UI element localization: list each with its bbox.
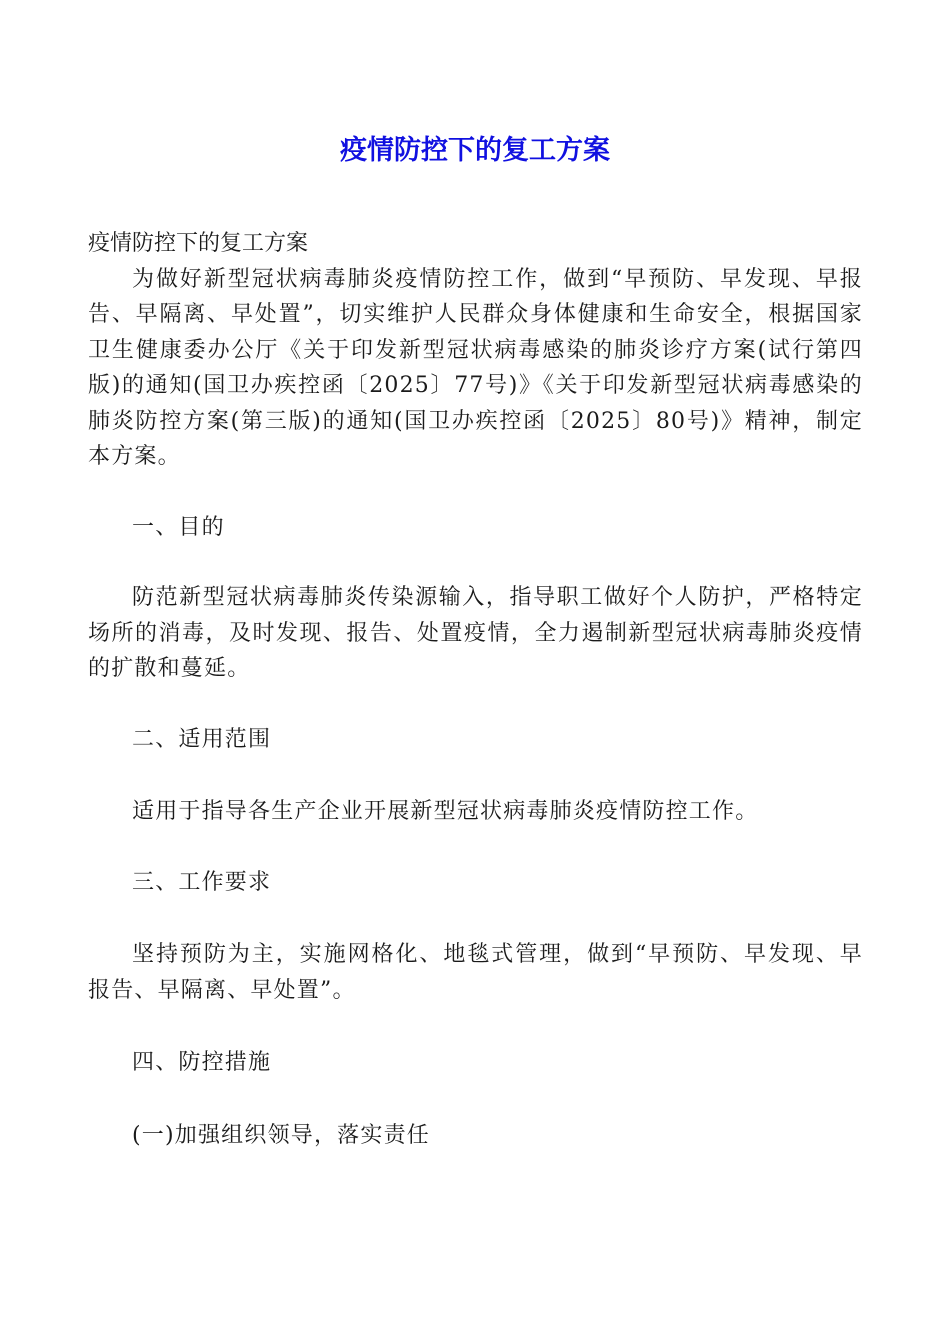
section-text-measures: (一)加强组织领导，落实责任 <box>132 1122 430 1148</box>
section-text-requirements: 坚持预防为主，实施网格化、地毯式管理，做到“早预防、早发现、早报告、早隔离、早处置”。 <box>88 942 863 1003</box>
section-heading-scope: 二、适用范围 <box>132 726 272 752</box>
section-text-purpose: 防范新型冠状病毒肺炎传染源输入，指导职工做好个人防护，严格特定场所的消毒，及时发现、报告、处置疫情，全力遏制新型冠状病毒肺炎疫情的扩散和蔓延。 <box>88 585 863 681</box>
section-text-scope: 适用于指导各生产企业开展新型冠状病毒肺炎疫情防控工作。 <box>132 799 759 824</box>
document-subtitle: 疫情防控下的复工方案 <box>88 231 309 256</box>
section-heading-requirements: 三、工作要求 <box>132 869 272 895</box>
intro-paragraph: 为做好新型冠状病毒肺炎疫情防控工作，做到“早预防、早发现、早报告、早隔离、早处置”，切实维护人民群众身体健康和生命安全，根据国家卫生健康委办公厅《关于印发新型冠状病毒感染的肺炎诊疗方案(试行第四版)的通知(国卫办疾控函〔2025〕77号)》《关于印发新型冠状病毒感染的肺炎防控方案(第三版)的通知(国卫办疾控函〔2025〕80号)》精神，制定本方案。 <box>88 266 863 469</box>
document-title: 疫情防控下的复工方案 <box>340 135 610 166</box>
section-heading-purpose: 一、目的 <box>132 514 225 540</box>
document-body <box>88 226 863 1153</box>
section-heading-measures: 四、防控措施 <box>132 1050 272 1075</box>
